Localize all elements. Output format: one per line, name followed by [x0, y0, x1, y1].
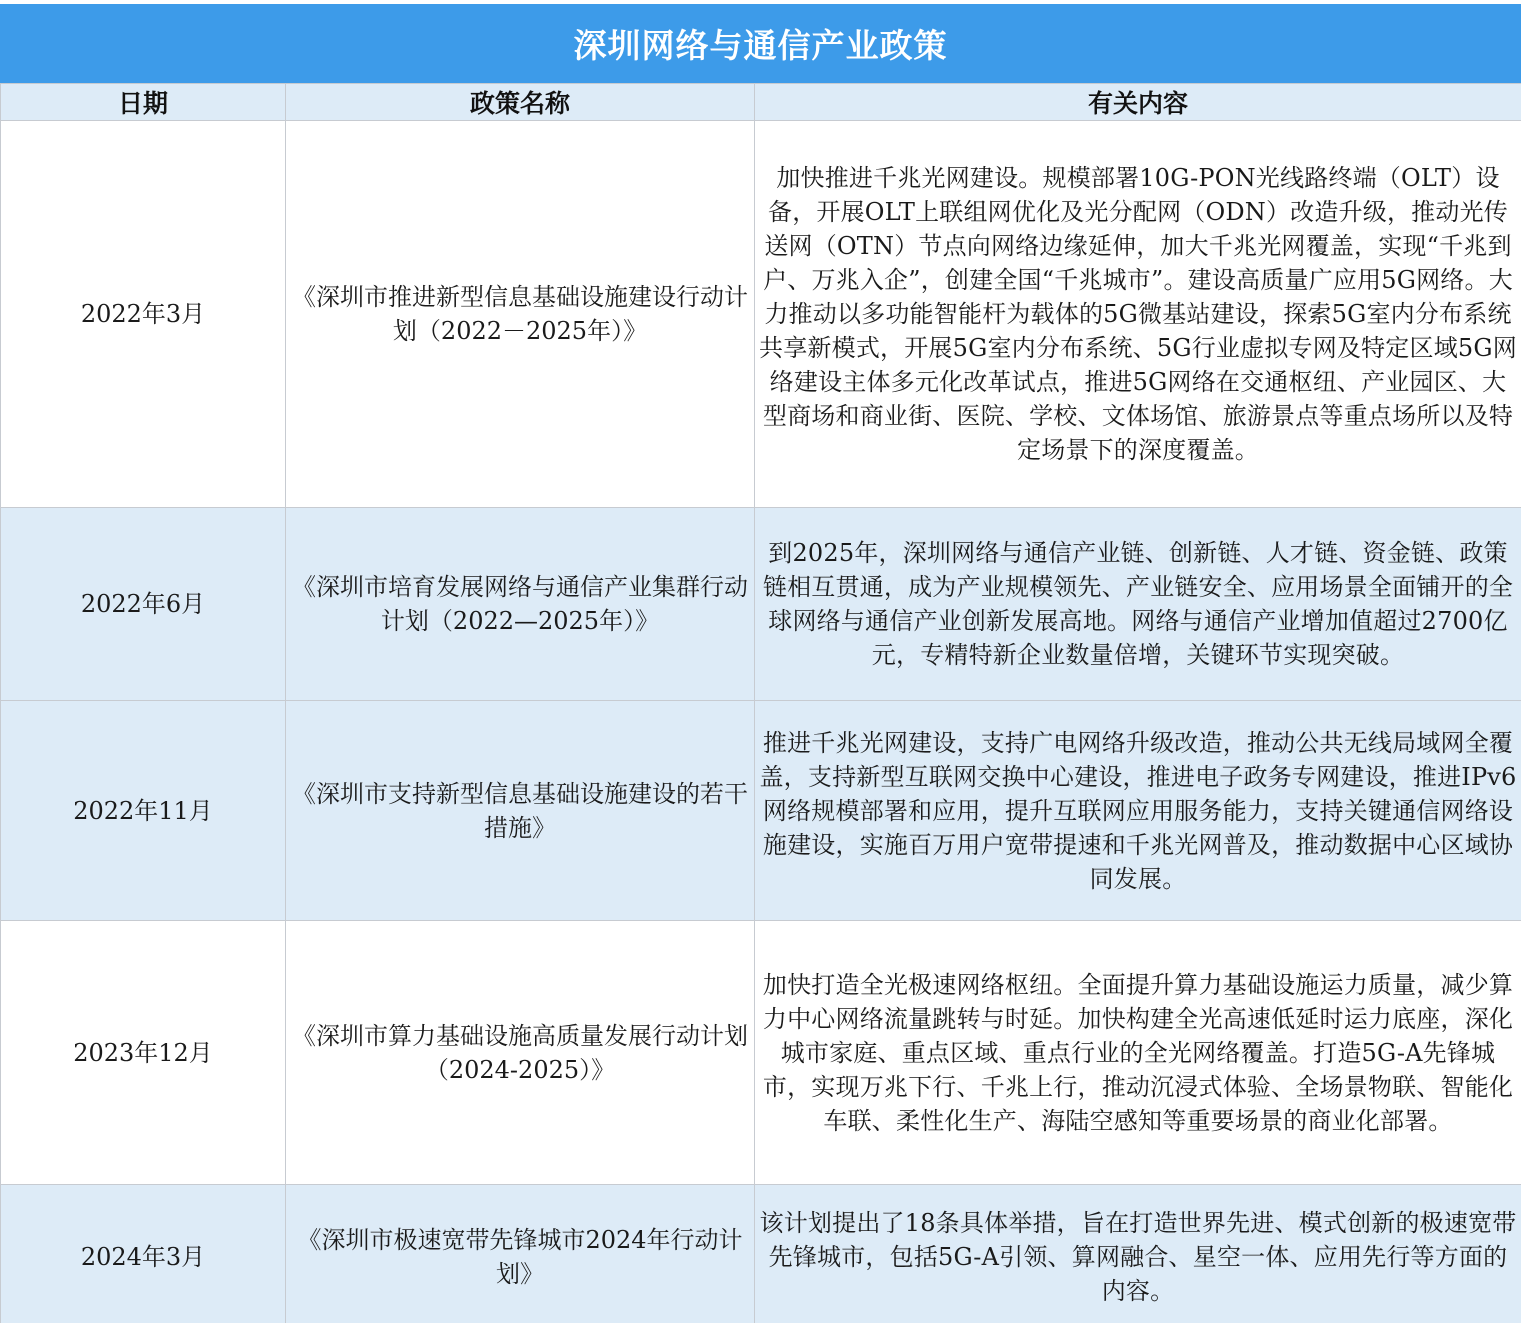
- row-policy-name: 《深圳市培育发展网络与通信产业集群行动计划（2022—2025年）》: [286, 508, 755, 701]
- policy-table: [0, 83, 1521, 1323]
- header-policy-name: 政策名称: [286, 84, 755, 121]
- table-row: [1, 921, 1521, 1185]
- row-content: 加快推进千兆光网建设。规模部署10G-PON光线路终端（OLT）设备，开展OLT上联组网优化及光分配网（ODN）改造升级，推动光传送网（OTN）节点向网络边缘延伸，加大千兆光网覆盖，实现“千兆到户、万兆入企”，创建全国“千兆城市”。建设高质量广应用5G网络。大力推动以多功能智能杆为载体的5G微基站建设，探索5G室内分布系统共享新模式，开展5G室内分布系统、5G行业虚拟专网及特定区域5G网络建设主体多元化改革试点，推进5G网络在交通枢纽、产业园区、大型商场和商业街、医院、学校、文体场馆、旅游景点等重点场所以及特定场景下的深度覆盖。: [755, 121, 1521, 508]
- row-policy-name: 《深圳市算力基础设施高质量发展行动计划（2024-2025）》: [286, 921, 755, 1185]
- row-content: 加快打造全光极速网络枢纽。全面提升算力基础设施运力质量，减少算力中心网络流量跳转与时延。加快构建全光高速低延时运力底座，深化城市家庭、重点区域、重点行业的全光网络覆盖。打造5G-A先锋城市，实现万兆下行、千兆上行，推动沉浸式体验、全场景物联、智能化车联、柔性化生产、海陆空感知等重要场景的商业化部署。: [755, 921, 1521, 1185]
- row-policy-name: 《深圳市极速宽带先锋城市2024年行动计划》: [286, 1185, 755, 1323]
- table-row: [1, 121, 1521, 508]
- row-policy-name: 《深圳市推进新型信息基础设施建设行动计划（2022－2025年）》: [286, 121, 755, 508]
- header-content: 有关内容: [755, 84, 1521, 121]
- header-date: 日期: [1, 84, 286, 121]
- row-content: 到2025年，深圳网络与通信产业链、创新链、人才链、资金链、政策链相互贯通，成为产业规模领先、产业链安全、应用场景全面铺开的全球网络与通信产业创新发展高地。网络与通信产业增加值超过2700亿元，专精特新企业数量倍增，关键环节实现突破。: [755, 508, 1521, 701]
- row-content: 该计划提出了18条具体举措，旨在打造世界先进、模式创新的极速宽带先锋城市，包括5G-A引领、算网融合、星空一体、应用先行等方面的内容。: [755, 1185, 1521, 1323]
- row-policy-name: 《深圳市支持新型信息基础设施建设的若干措施》: [286, 701, 755, 921]
- page-title: 深圳网络与通信产业政策: [573, 26, 948, 65]
- row-date: 2022年3月: [1, 121, 286, 508]
- table-row: [1, 508, 1521, 701]
- table-row: [1, 701, 1521, 921]
- table-header-row: [1, 84, 1521, 121]
- row-date: 2022年6月: [1, 508, 286, 701]
- row-date: 2022年11月: [1, 701, 286, 921]
- row-content: 推进千兆光网建设，支持广电网络升级改造，推动公共无线局域网全覆盖，支持新型互联网交换中心建设，推进电子政务专网建设，推进IPv6网络规模部署和应用，提升互联网应用服务能力，支持关键通信网络设施建设，实施百万用户宽带提速和千兆光网普及，推动数据中心区域协同发展。: [755, 701, 1521, 921]
- title-banner: [0, 0, 1521, 83]
- row-date: 2023年12月: [1, 921, 286, 1185]
- table-row: [1, 1185, 1521, 1323]
- row-date: 2024年3月: [1, 1185, 286, 1323]
